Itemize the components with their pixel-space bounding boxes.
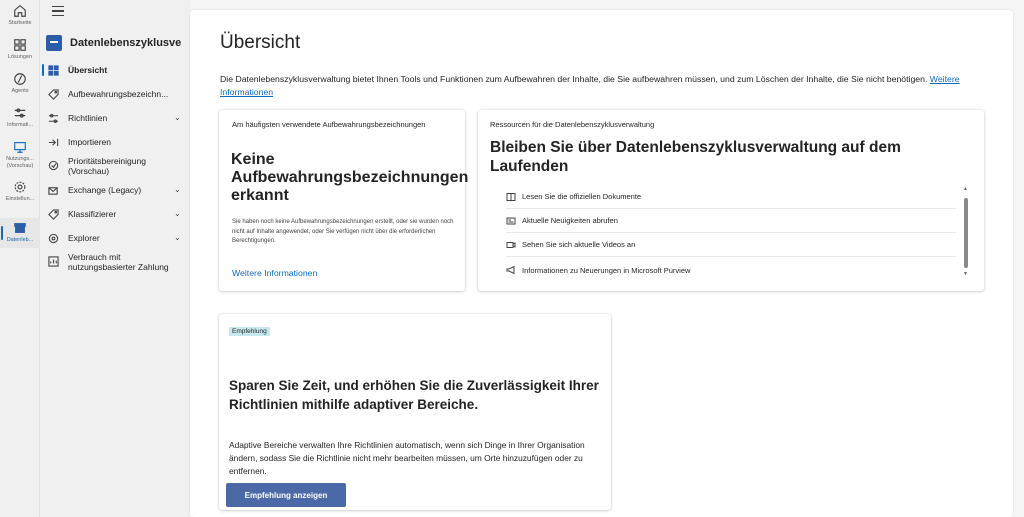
- learn-more-link[interactable]: Weitere Informationen: [232, 268, 318, 278]
- archive-icon: [46, 35, 62, 51]
- rail-item-data-lifecycle[interactable]: [0, 218, 40, 248]
- resource-item-label: Lesen Sie die offiziellen Dokumente: [522, 192, 642, 201]
- resource-item-whats-new[interactable]: [506, 258, 956, 282]
- nav-panel: [40, 0, 190, 517]
- card-heading: Keine Aufbewahrungsbezeichnungen erkannt: [231, 151, 469, 204]
- gear-icon: [13, 180, 27, 194]
- nav-header: [46, 35, 181, 51]
- retention-labels-card: [219, 110, 469, 291]
- recommendation-badge: Empfehlung: [229, 327, 270, 336]
- rail-label: Agents: [11, 88, 29, 94]
- nav-item-pay-as-you-go[interactable]: [44, 252, 186, 272]
- usage-icon: [13, 140, 27, 154]
- scroll-up-icon[interactable]: ▲: [963, 186, 968, 192]
- nav-item-label: Verbrauch mit nutzungsbasierter Zahlung: [68, 252, 169, 272]
- rail-label: Startseite: [8, 20, 32, 26]
- nav-item-label: Klassifizierer: [68, 209, 117, 219]
- resource-item-label: Informationen zu Neuerungen in Microsoft Purview: [522, 265, 691, 275]
- sliders-icon: [13, 106, 27, 120]
- rail-item-home[interactable]: [0, 4, 40, 38]
- book-icon: [506, 192, 516, 202]
- overview-icon: [48, 65, 60, 77]
- resource-item-news[interactable]: [506, 209, 956, 233]
- video-icon: [506, 240, 516, 250]
- nav-title: Datenlebenszyklusve: [70, 37, 182, 49]
- resource-item-docs[interactable]: [506, 185, 956, 209]
- chevron-down-icon[interactable]: ⌄: [174, 233, 181, 242]
- card-subtitle: Ressourcen für die Datenlebenszyklusverwaltung: [490, 120, 655, 129]
- rail-item-settings[interactable]: [0, 180, 40, 214]
- resource-item-label: Sehen Sie sich aktuelle Videos an: [522, 240, 636, 249]
- home-icon: [13, 4, 27, 18]
- nav-item-label: Importieren: [68, 137, 111, 147]
- archive-icon: [13, 221, 27, 235]
- billing-icon: [48, 256, 60, 268]
- rail-label: Datenleb...: [6, 237, 34, 243]
- nav-item-exchange-legacy[interactable]: [44, 185, 186, 197]
- learn-more-link[interactable]: Weitere Informationen: [220, 74, 960, 97]
- import-icon: [48, 137, 60, 149]
- chevron-down-icon[interactable]: ⌄: [174, 113, 181, 122]
- rail-item-usage[interactable]: [0, 140, 40, 178]
- nav-item-label: Aufbewahrungsbezeichn...: [68, 89, 169, 99]
- rail-item-solutions[interactable]: [0, 38, 40, 72]
- resource-item-videos[interactable]: [506, 233, 956, 257]
- rail-active-indicator: [1, 226, 3, 240]
- explorer-icon: [48, 233, 60, 245]
- nav-item-priority-cleanup[interactable]: [44, 156, 186, 176]
- resource-item-label: Aktuelle Neuigkeiten abrufen: [522, 216, 618, 225]
- nav-item-label: Exchange (Legacy): [68, 185, 142, 195]
- nav-item-label: Prioritätsbereinigung (Vorschau): [68, 156, 146, 176]
- rail-item-information[interactable]: [0, 106, 40, 140]
- nav-item-label: Explorer: [68, 233, 100, 243]
- card-heading: Bleiben Sie über Datenlebenszyklusverwaltung auf dem Laufenden: [490, 139, 901, 175]
- rail-label: Lösungen: [7, 54, 33, 60]
- rail-label: Einstellun...: [5, 196, 35, 202]
- nav-item-label: Übersicht: [68, 65, 108, 75]
- nav-item-label: Richtlinien: [68, 113, 108, 123]
- news-icon: [506, 216, 516, 226]
- nav-item-overview[interactable]: [44, 65, 186, 77]
- tag-icon: [48, 89, 60, 101]
- page-description-text: Die Datenlebenszyklusverwaltung bietet Ihnen Tools und Funktionen zum Aufbewahren der Inhalte, die Sie aufbewahren müssen, und zum Löschen der Inhalte, die Sie nicht benötigen.: [220, 74, 928, 84]
- card-text: Adaptive Bereiche verwalten Ihre Richtlinien automatisch, wenn sich Dinge in Ihrer Organisation ändern, sodass Sie die Richtlinie nicht mehr bearbeiten müssen, um Orte hinzuzufügen oder zu entfernen.: [229, 440, 585, 476]
- page-description: [220, 73, 990, 98]
- cleanup-icon: [48, 160, 60, 172]
- resources-card: [478, 110, 984, 291]
- exchange-icon: [48, 185, 60, 197]
- rail-item-agents[interactable]: [0, 72, 40, 106]
- chevron-down-icon[interactable]: ⌄: [174, 209, 181, 218]
- nav-item-classifiers[interactable]: [44, 209, 186, 221]
- scroll-down-icon[interactable]: ▼: [963, 271, 968, 277]
- scrollbar-thumb[interactable]: [964, 198, 968, 268]
- nav-item-explorer[interactable]: [44, 233, 186, 245]
- card-subtitle: Am häufigsten verwendete Aufbewahrungsbezeichnungen: [232, 120, 426, 129]
- show-recommendation-button[interactable]: Empfehlung anzeigen: [226, 483, 346, 507]
- megaphone-icon: [506, 265, 516, 275]
- page-title: Übersicht: [220, 32, 301, 53]
- nav-item-import[interactable]: [44, 137, 186, 149]
- card-text: Sie haben noch keine Aufbewahrungsbezeichnungen erstellt, oder sie wurden noch nicht auf Inhalte angewendet, oder Sie verfügen nicht über die erforderlichen Berechtigungen.: [232, 219, 454, 244]
- rail-label: Nutzungs... (Vorschau): [6, 156, 34, 169]
- nav-item-policies[interactable]: [44, 113, 186, 125]
- card-heading: Sparen Sie Zeit, und erhöhen Sie die Zuverlässigkeit Ihrer Richtlinien mithilfe adaptiver Bereiche.: [229, 378, 599, 412]
- sliders-icon: [48, 113, 60, 125]
- grid-icon: [13, 38, 27, 52]
- agents-icon: [13, 72, 27, 86]
- hamburger-icon[interactable]: [52, 6, 66, 18]
- app-rail: [0, 0, 40, 517]
- main-content: [190, 10, 1013, 517]
- nav-item-retention-labels[interactable]: [44, 89, 186, 101]
- recommendation-card: [219, 314, 611, 510]
- rail-label: Informati...: [7, 122, 33, 128]
- chevron-down-icon[interactable]: ⌄: [174, 185, 181, 194]
- tag-icon: [48, 209, 60, 221]
